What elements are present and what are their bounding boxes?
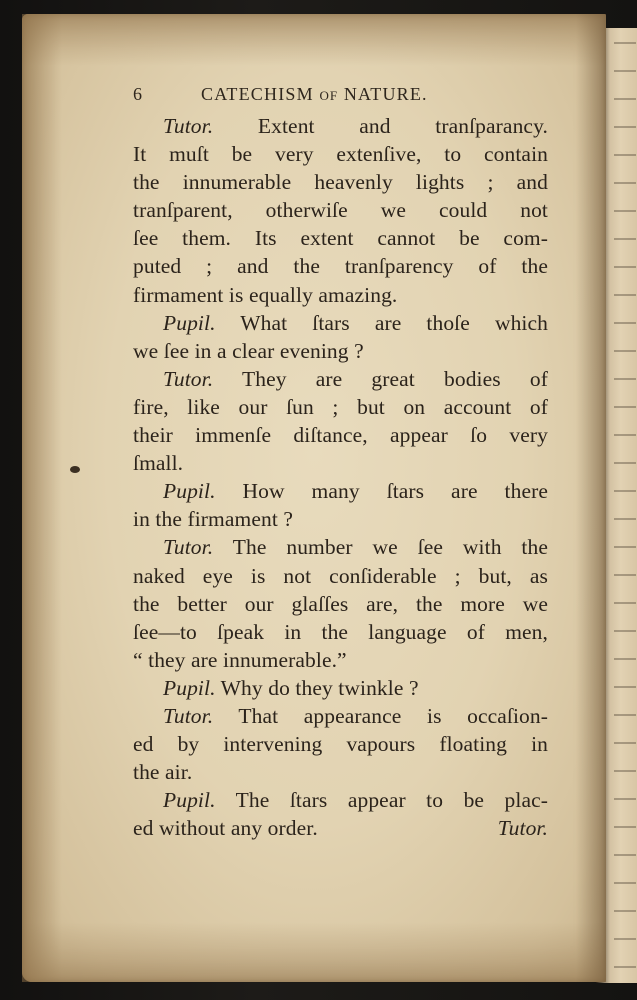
text-line xyxy=(133,421,548,449)
line-text: fire, like our ſun ; but on account of xyxy=(133,394,548,419)
text-line xyxy=(133,786,548,814)
line-text: puted ; and the tranſparency of the xyxy=(133,254,548,279)
text-line xyxy=(133,562,548,590)
facing-page-text-fragment xyxy=(614,28,636,983)
line-text: That appearance is occaſion- xyxy=(238,703,548,728)
text-line xyxy=(133,814,548,842)
line-text: They are great bodies of xyxy=(241,366,548,391)
speaker-label: Tutor. xyxy=(163,535,214,560)
text-line xyxy=(133,140,548,168)
text-line xyxy=(133,646,548,674)
line-text: ſee—to ſpeak in the language of men, xyxy=(133,619,548,644)
speaker-label: Pupil. xyxy=(163,479,216,504)
line-text: ed by intervening vapours floating in xyxy=(133,732,548,757)
line-text: What ſtars are thoſe which xyxy=(240,310,548,335)
text-line xyxy=(133,393,548,421)
line-text: Extent and tranſparancy. xyxy=(257,114,548,138)
text-line xyxy=(133,196,548,224)
line-text: firmament is equally amazing. xyxy=(133,282,398,307)
line-text: naked eye is not conſiderable ; but, as xyxy=(133,563,548,588)
speaker-label: Pupil. xyxy=(163,675,216,700)
page-stain xyxy=(22,922,606,982)
running-title-of: OF xyxy=(319,88,339,103)
running-title-main: CATECHISM xyxy=(201,84,314,104)
text-line xyxy=(133,702,548,730)
text-line xyxy=(133,112,548,140)
page-stain xyxy=(22,14,606,66)
text-line xyxy=(133,309,548,337)
line-text: The number we ſee with the xyxy=(232,535,548,560)
line-text: ſee them. Its extent cannot be com- xyxy=(133,226,548,251)
line-text: in the firmament ? xyxy=(133,507,294,532)
speaker-label: Tutor. xyxy=(163,114,214,138)
line-text: “ they are innumerable.” xyxy=(133,647,347,672)
running-title xyxy=(201,84,428,105)
text-line xyxy=(133,533,548,561)
line-text: ſmall. xyxy=(133,451,184,476)
line-text: The ſtars appear to be plac- xyxy=(235,788,549,813)
text-line xyxy=(133,505,548,533)
text-line xyxy=(133,590,548,618)
text-line xyxy=(133,449,548,477)
text-line xyxy=(133,730,548,758)
page-number: 6 xyxy=(133,84,144,104)
text-line xyxy=(133,252,548,280)
speaker-label: Tutor. xyxy=(163,366,214,391)
catchword: Tutor. xyxy=(497,816,548,841)
line-text: tranſparent, otherwiſe we could not xyxy=(133,198,548,223)
line-text: the innumerable heavenly lights ; and xyxy=(133,170,548,195)
page-stain xyxy=(576,14,606,982)
line-text: the air. xyxy=(133,760,193,785)
speaker-label: Tutor. xyxy=(163,703,214,728)
line-text: their immenſe diſtance, appear ſo very xyxy=(133,423,548,448)
line-text: ed without any order. xyxy=(133,816,318,841)
text-line xyxy=(133,224,548,252)
running-title-end: NATURE. xyxy=(343,84,428,104)
page-stain xyxy=(22,14,62,982)
body-text xyxy=(133,112,548,842)
text-line xyxy=(133,674,548,702)
ink-blot xyxy=(70,466,80,473)
text-line xyxy=(133,337,548,365)
line-text: How many ſtars are there xyxy=(242,479,548,504)
line-text: It muſt be very extenſive, to contain xyxy=(133,142,548,167)
line-text: the better our glaſſes are, the more we xyxy=(133,591,548,616)
text-line xyxy=(133,477,548,505)
text-line xyxy=(133,758,548,786)
line-text: we ſee in a clear evening ? xyxy=(133,338,364,363)
text-line xyxy=(133,168,548,196)
line-text: Why do they twinkle ? xyxy=(220,675,419,700)
text-line xyxy=(133,618,548,646)
speaker-label: Pupil. xyxy=(163,788,216,813)
text-line xyxy=(133,365,548,393)
speaker-label: Pupil. xyxy=(163,310,216,335)
text-line xyxy=(133,281,548,309)
